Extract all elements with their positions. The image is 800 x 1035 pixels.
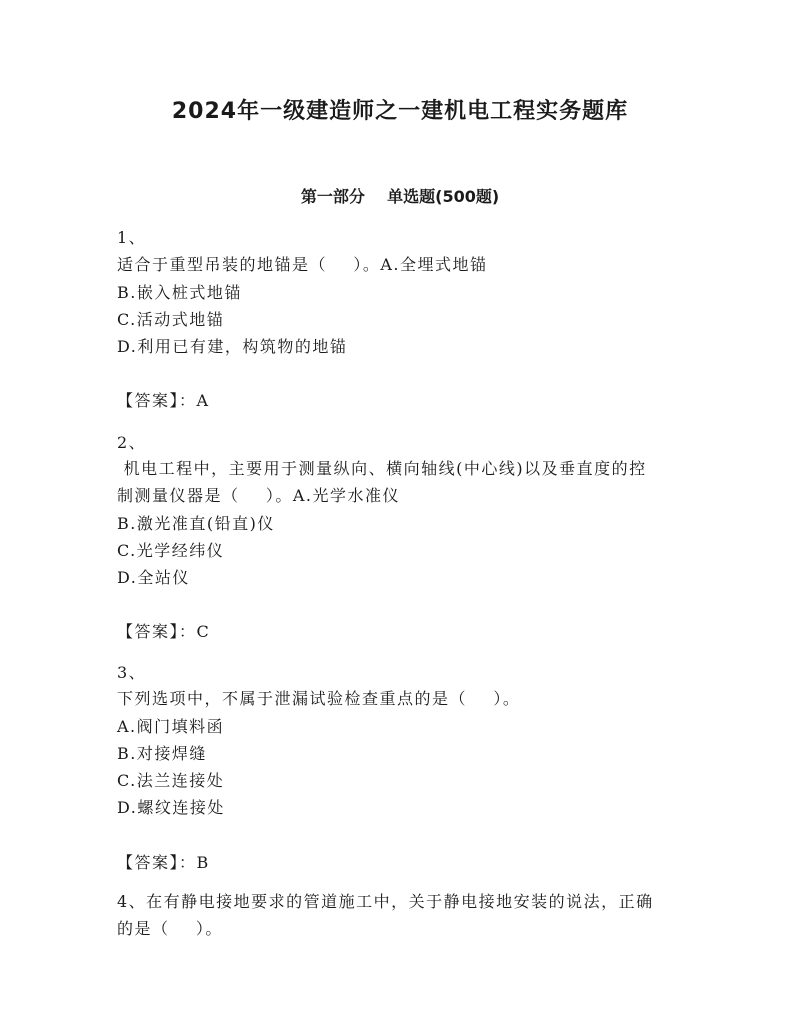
question-1-answer: 【答案】：A bbox=[117, 391, 210, 410]
question-2-option-b: B.激光准直(铅直)仪 bbox=[117, 514, 275, 533]
question-3-option-a: A.阀门填料函 bbox=[117, 717, 225, 736]
question-4-stem-line-2: 的是（ ）。 bbox=[117, 919, 223, 938]
question-2-option-d: D.全站仪 bbox=[117, 568, 190, 587]
question-3-option-b: B.对接焊缝 bbox=[117, 744, 207, 763]
question-1-option-d: D.利用已有建，构筑物的地锚 bbox=[117, 337, 348, 356]
question-2-stem-line-2: 制测量仪器是（ ）。A.光学水准仪 bbox=[117, 486, 400, 505]
question-4-stem-line-1: 4、在有静电接地要求的管道施工中，关于静电接地安装的说法，正确 bbox=[117, 892, 654, 911]
question-3-option-d: D.螺纹连接处 bbox=[117, 798, 225, 817]
question-3-option-c: C.法兰连接处 bbox=[117, 771, 225, 790]
question-1-option-c: C.活动式地锚 bbox=[117, 310, 225, 329]
question-2-option-c: C.光学经纬仪 bbox=[117, 541, 225, 560]
question-1-option-b: B.嵌入桩式地锚 bbox=[117, 283, 242, 302]
question-1-stem: 适合于重型吊装的地锚是（ ）。A.全埋式地锚 bbox=[117, 255, 488, 274]
question-2-number: 2、 bbox=[117, 433, 147, 452]
document-title: 2024年一级建造师之一建机电工程实务题库 bbox=[171, 99, 629, 124]
question-3-answer: 【答案】：B bbox=[117, 853, 210, 872]
section-heading: 第一部分 单选题(500题) bbox=[300, 187, 500, 206]
question-3-stem: 下列选项中，不属于泄漏试验检查重点的是（ ）。 bbox=[117, 689, 521, 708]
question-3-number: 3、 bbox=[117, 663, 147, 682]
question-2-answer: 【答案】：C bbox=[117, 622, 211, 641]
question-2-stem-line-1: 机电工程中，主要用于测量纵向、横向轴线(中心线)以及垂直度的控 bbox=[117, 459, 647, 478]
question-1-number: 1、 bbox=[117, 228, 147, 247]
